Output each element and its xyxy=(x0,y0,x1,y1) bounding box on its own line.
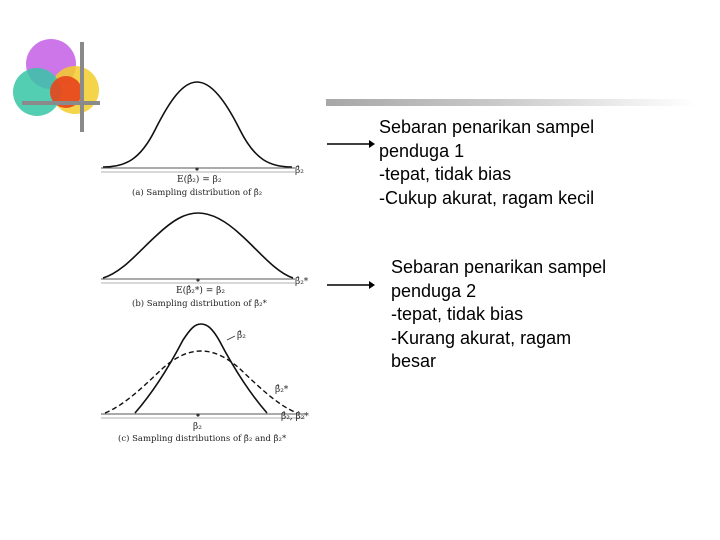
note-line: besar xyxy=(391,351,437,371)
note-line: -tepat, tidak bias xyxy=(391,304,524,324)
note-line: -tepat, tidak bias xyxy=(379,164,512,184)
mean-label-c: β₂ xyxy=(193,422,202,432)
estimator-2-note xyxy=(391,256,606,374)
caption-b: (b) Sampling distribution of β̂₂* xyxy=(132,299,267,309)
note-line: Sebaran penarikan sampel xyxy=(391,257,607,277)
curve-label-wide: β̂₂* xyxy=(275,385,289,395)
arrow-right-icon xyxy=(326,279,376,291)
caption-a: (a) Sampling distribution of β̂₂ xyxy=(132,188,263,198)
estimator-1-note xyxy=(379,116,594,210)
note-line: -Kurang akurat, ragam xyxy=(391,327,572,348)
narrow-distribution-curve xyxy=(103,82,292,167)
curve-label-narrow: β̂₂ xyxy=(237,331,246,341)
note-line: penduga 1 xyxy=(379,140,465,161)
arrow-right-icon xyxy=(326,138,376,150)
axis-symbol-c: β̂₂, β̂₂* xyxy=(281,412,309,422)
axis-symbol-a: β̂₂ xyxy=(295,166,304,176)
mean-label-a: E(β̂₂) = β₂ xyxy=(177,175,222,185)
wide-distribution-curve xyxy=(103,213,293,278)
axis-symbol-b: β̂₂* xyxy=(295,277,309,287)
panel-c xyxy=(101,324,309,444)
panel-a xyxy=(101,82,304,198)
sampling-distribution-figure xyxy=(95,70,330,450)
narrow-curve-c xyxy=(135,324,267,413)
note-line: -Cukup akurat, ragam kecil xyxy=(379,187,595,208)
note-line: penduga 2 xyxy=(391,280,477,301)
caption-c: (c) Sampling distributions of β̂₂ and β̂₂* xyxy=(118,434,287,444)
title-divider xyxy=(326,99,696,106)
mean-label-b: E(β̂₂*) = β₂ xyxy=(176,286,225,296)
note-line: Sebaran penarikan sampel xyxy=(379,117,595,137)
panel-b xyxy=(101,213,309,309)
wide-curve-c xyxy=(105,351,297,413)
